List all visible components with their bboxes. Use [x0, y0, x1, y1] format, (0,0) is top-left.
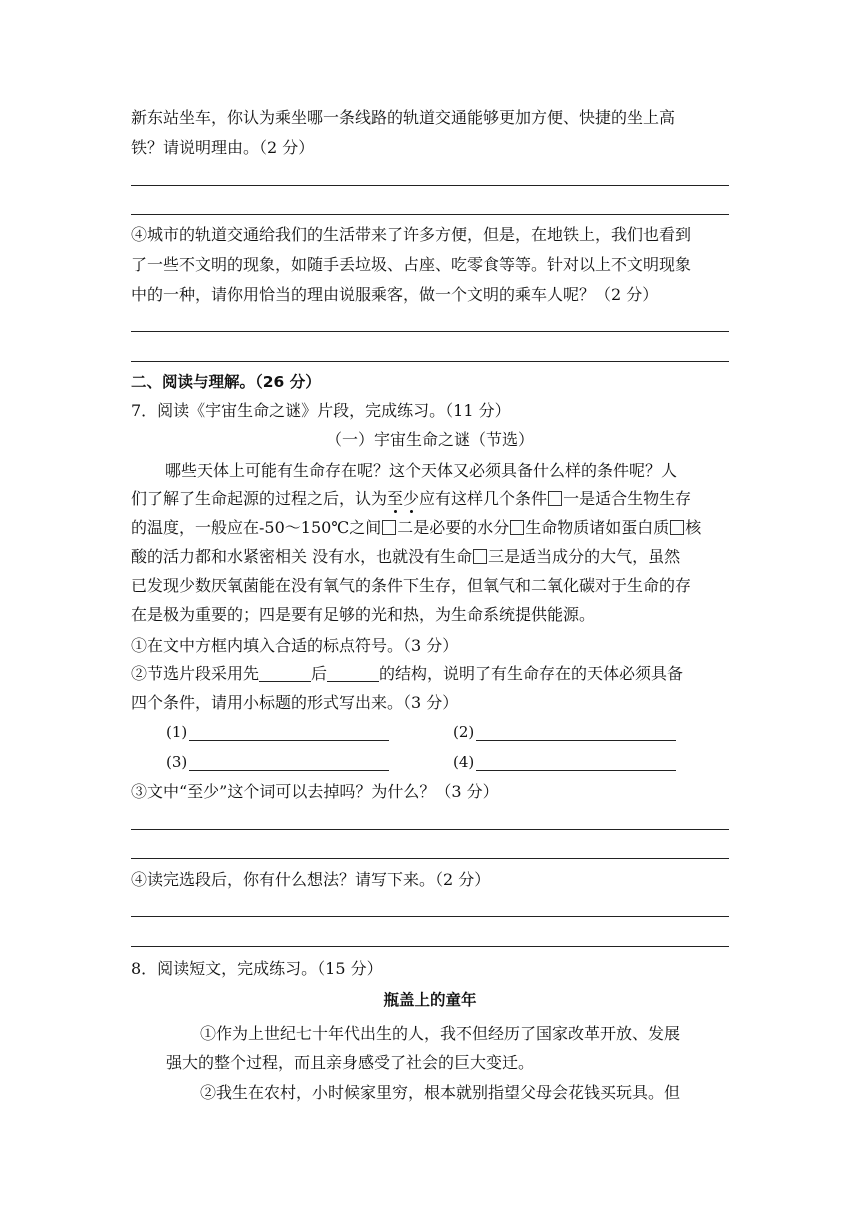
punctuation-box[interactable]	[510, 520, 524, 535]
punctuation-box[interactable]	[670, 520, 684, 535]
answer-line[interactable]	[131, 331, 729, 332]
answer-line[interactable]	[131, 185, 729, 186]
q6-4-text-line-2: 了一些不文明的现象，如随手丢垃圾、占座、吃零食等等。针对以上不文明现象	[131, 255, 692, 274]
item-label-1: (1)	[166, 723, 188, 741]
passage-line-3: 的温度，一般应在-50～150℃之间 二是必要的水分 生命物质诸如蛋白质 核	[131, 518, 702, 537]
punctuation-box[interactable]	[382, 520, 396, 535]
fill-blank[interactable]	[476, 724, 676, 741]
fill-blank[interactable]	[189, 754, 389, 771]
emphasis-char: 至	[387, 489, 404, 508]
q6-4-text-line-1: ④城市的轨道交通给我们的生活带来了许多方便，但是，在地铁上，我们也看到	[131, 225, 692, 244]
passage-line-2: 们了解了生命起源的过程之后，认为至少应有这样几个条件 一是适合生物生存	[131, 489, 692, 508]
passage-line-5: 已发现少数厌氧菌能在没有氧气的条件下生存，但氧气和二氧化碳对于生命的存	[131, 576, 692, 595]
q7-sub-4: ④读完选段后，你有什么想法？请写下来。（2 分）	[131, 870, 491, 889]
punctuation-box[interactable]	[473, 549, 487, 564]
punctuation-box[interactable]	[548, 491, 562, 506]
q7-sub-3: ③文中“至少”这个词可以去掉吗？为什么？（3 分）	[131, 782, 499, 801]
answer-line[interactable]	[131, 829, 729, 830]
passage-line-4: 酸的活力都和水紧密相关 没有水，也就没有生命 三是适当成分的大气，虽然	[131, 547, 681, 566]
passage-subtitle: （一）宇宙生命之谜（节选）	[325, 430, 534, 449]
article-para-1-line-2: 强大的整个过程，而且亲身感受了社会的巨大变迁。	[166, 1053, 535, 1072]
fill-blank[interactable]	[189, 724, 389, 741]
passage-line-1: 哪些天体上可能有生命存在呢？这个天体又必须具备什么样的条件呢？人	[165, 461, 678, 480]
q6-text-line-2: 铁？请说明理由。（2 分）	[131, 138, 315, 157]
q6-4-text-line-3: 中的一种，请你用恰当的理由说服乘客，做一个文明的乘车人呢？（2 分）	[131, 285, 659, 304]
fill-blank[interactable]	[476, 754, 676, 771]
item-label-4: (4)	[453, 753, 475, 771]
answer-line[interactable]	[131, 858, 729, 859]
q8-intro: 8．阅读短文，完成练习。（15 分）	[131, 959, 383, 978]
fill-blank[interactable]	[327, 665, 379, 682]
answer-line[interactable]	[131, 946, 729, 947]
article-para-1-line-1: ①作为上世纪七十年代出生的人，我不但经历了国家改革开放、发展	[200, 1024, 681, 1043]
item-label-3: (3)	[166, 753, 188, 771]
q7-sub-2: ②节选片段采用先 后 的结构，说明了有生命存在的天体必须具备	[131, 664, 684, 683]
section-heading: 二、阅读与理解。（26 分）	[131, 373, 321, 391]
answer-line[interactable]	[131, 361, 729, 362]
q7-sub-2-line-2: 四个条件，请用小标题的形式写出来。（3 分）	[131, 693, 459, 712]
article-para-2-line-1: ②我生在农村，小时候家里穷，根本就别指望父母会花钱买玩具。但	[200, 1083, 681, 1102]
fill-blank[interactable]	[259, 665, 311, 682]
q7-intro: 7．阅读《宇宙生命之谜》片段，完成练习。（11 分）	[131, 401, 511, 420]
passage-line-6: 在是极为重要的；四是要有足够的光和热，为生命系统提供能源。	[131, 605, 596, 624]
item-label-2: (2)	[453, 723, 475, 741]
emphasis-char: 少	[403, 489, 420, 508]
q7-sub-1: ①在文中方框内填入合适的标点符号。（3 分）	[131, 636, 459, 655]
q6-text-line-1: 新东站坐车，你认为乘坐哪一条线路的轨道交通能够更加方便、快捷的坐上高	[131, 108, 676, 127]
article-title: 瓶盖上的童年	[383, 991, 477, 1009]
answer-line[interactable]	[131, 214, 729, 215]
answer-line[interactable]	[131, 916, 729, 917]
